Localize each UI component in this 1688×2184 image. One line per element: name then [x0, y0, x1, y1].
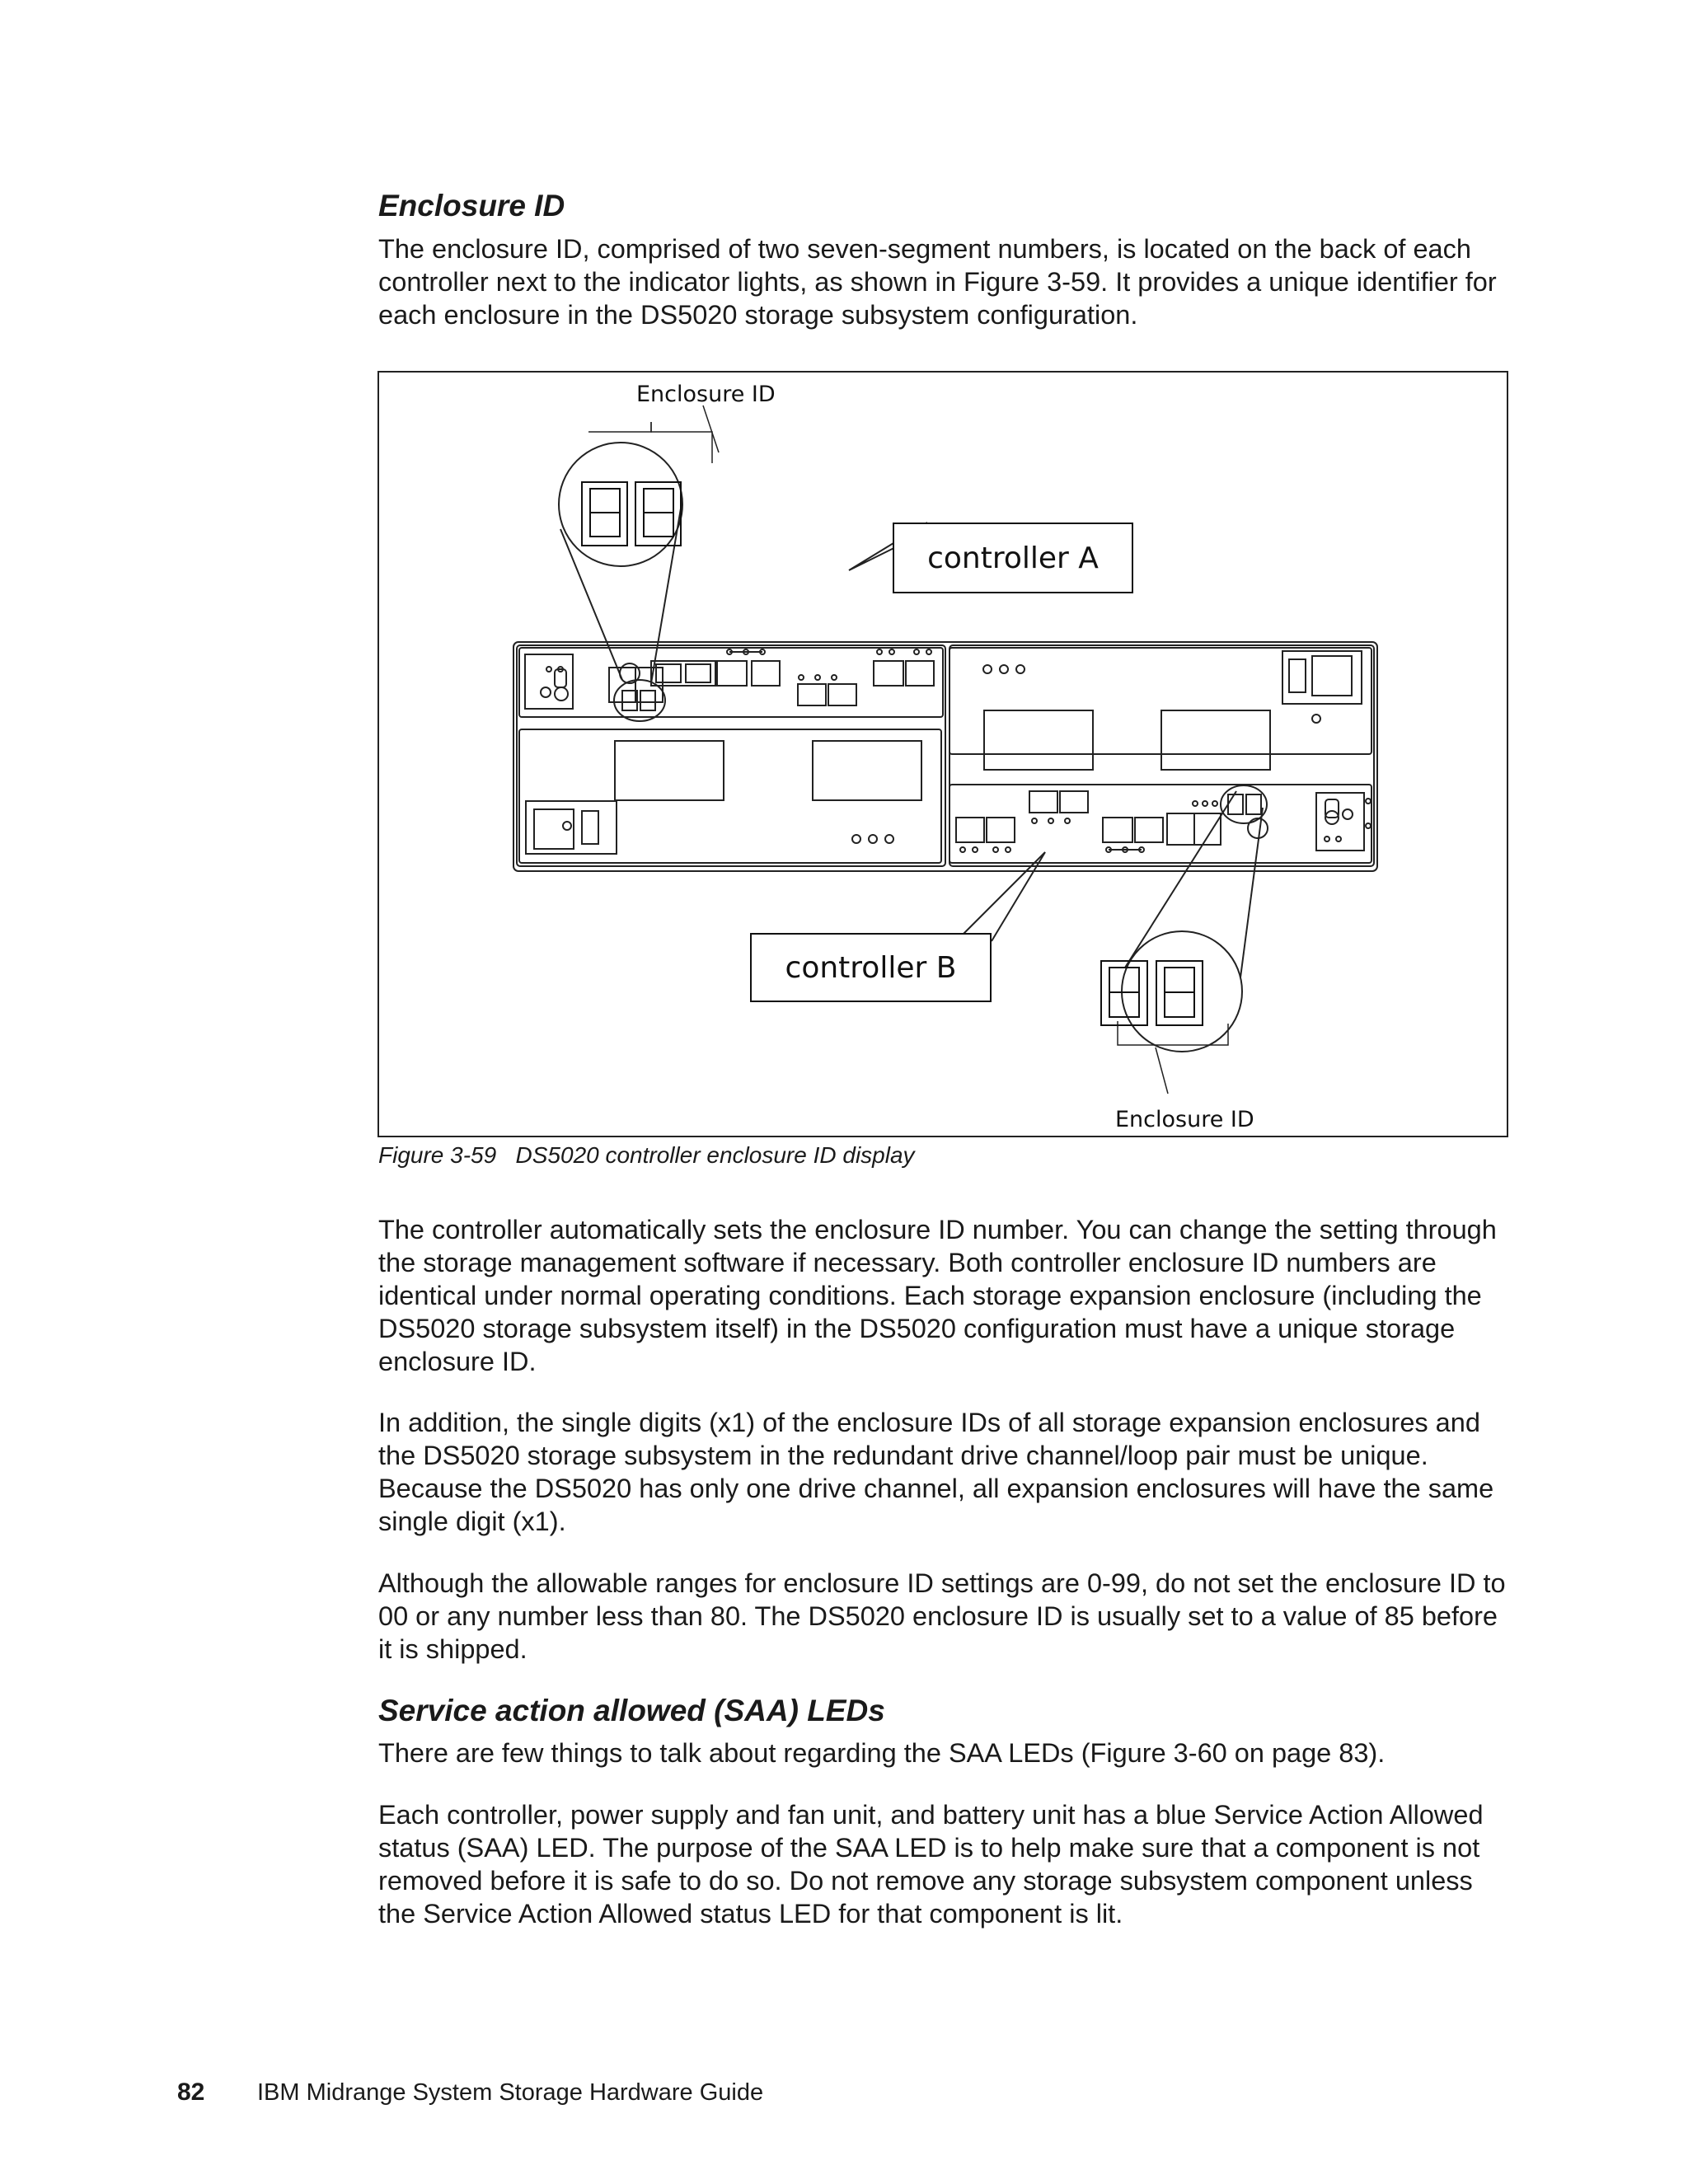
saa-body-paragraph: Each controller, power supply and fan unit, and battery unit has a blue Service Action Allowed status (SAA) LED. The purpose of the SAA LED is to help make sure that a component is not removed before it is safe to do so. Do not remove any storage subsystem component unless the Service Action Allowed status LED for that component is lit. — [378, 1800, 1484, 1929]
enclosure-id-label-top: Enclosure ID — [636, 382, 776, 407]
section-heading-enclosure-id: Enclosure ID — [378, 189, 565, 223]
paragraph-1: The controller automatically sets the enclosure ID number. You can change the setting through the storage management software if necessary. Both controller enclosure ID numbers are identical under normal operating conditions. Each storage expansion enclosure (including the DS5020 storage subsystem itself) in the DS5020 configuration must have a unique storage enclosure ID. — [378, 1215, 1497, 1376]
intro-paragraph: The enclosure ID, comprised of two seven-segment numbers, is located on the back of each controller next to the indicator lights, as shown in Figure 3-59. It provides a unique identifier for each enclosure in the DS5020 storage subsystem configuration. — [378, 234, 1497, 330]
figure-caption: Figure 3-59 DS5020 controller enclosure ID display — [378, 1142, 915, 1168]
figure-3-59 — [377, 371, 1508, 1137]
controller-b-module — [950, 785, 1372, 863]
paragraph-2: In addition, the single digits (x1) of the enclosure IDs of all storage expansion enclosures and the DS5020 storage subsystem in the redundant drive channel/loop pair must be unique. Because the DS5020 has only one drive channel, all expansion enclosures will have the same single digit (x1). — [378, 1408, 1494, 1536]
paragraph-3: Although the allowable ranges for enclosure ID settings are 0-99, do not set the enclosure ID to 00 or any number less than 80. The DS5020 enclosure ID is usually set to a value of 85 before it is shipped. — [378, 1568, 1506, 1664]
saa-intro-paragraph: There are few things to talk about regarding the SAA LEDs (Figure 3-60 on page 83). — [378, 1738, 1386, 1768]
enclosure-id-label-bottom: Enclosure ID — [1115, 1107, 1254, 1132]
book-title: IBM Midrange System Storage Hardware Guide — [257, 2079, 764, 2106]
callout-controller-b: controller B — [750, 933, 992, 1002]
controller-enclosure-diagram — [379, 373, 1507, 1136]
section-heading-saa-leds: Service action allowed (SAA) LEDs — [378, 1694, 885, 1727]
page-number: 82 — [177, 2079, 205, 2106]
controller-a-module — [519, 648, 943, 717]
controller-b-handle — [1316, 793, 1364, 851]
callout-controller-a: controller A — [893, 523, 1133, 593]
